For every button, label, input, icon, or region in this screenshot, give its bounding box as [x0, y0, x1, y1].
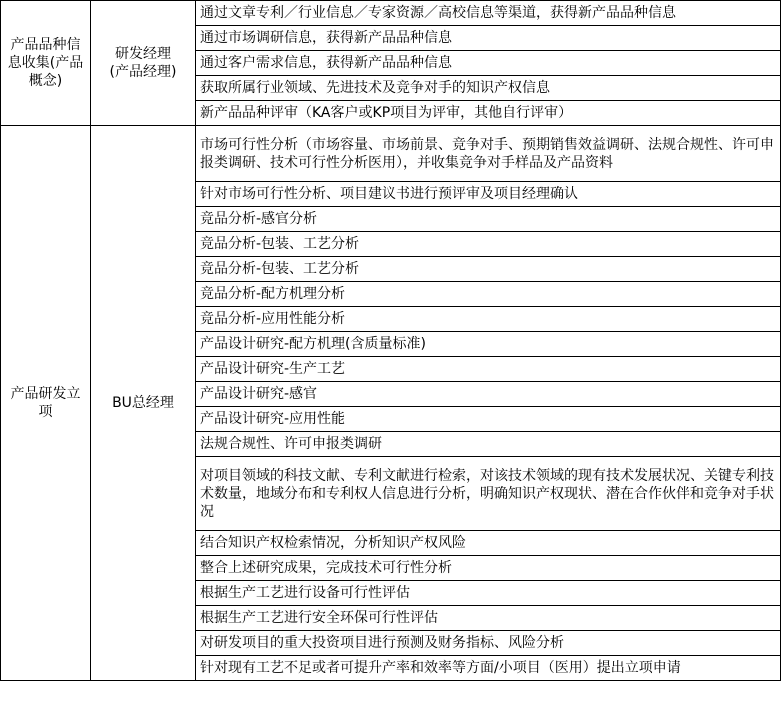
task-cell: 竞品分析-配方机理分析 — [196, 282, 781, 307]
task-cell: 竞品分析-感官分析 — [196, 207, 781, 232]
task-cell: 根据生产工艺进行安全环保可行性评估 — [196, 606, 781, 631]
task-cell: 通过文章专利／行业信息／专家资源／高校信息等渠道，获得新产品品种信息 — [196, 1, 781, 26]
task-cell: 整合上述研究成果，完成技术可行性分析 — [196, 556, 781, 581]
task-cell: 针对现有工艺不足或者可提升产率和效率等方面/小项目（医用）提出立项申请 — [196, 656, 781, 681]
task-cell: 获取所属行业领域、先进技术及竞争对手的知识产权信息 — [196, 76, 781, 101]
task-cell: 新产品品种评审（KA客户或KP项目为评审，其他自行评审） — [196, 101, 781, 126]
task-cell: 市场可行性分析（市场容量、市场前景、竞争对手、预期销售效益调研、法规合规性、许可申报类调研、技术可行性分析医用），并收集竞争对手样品及产品资料 — [196, 126, 781, 182]
category-cell: 产品研发立项 — [1, 126, 91, 681]
task-cell: 产品设计研究-应用性能 — [196, 407, 781, 432]
table-row — [1, 126, 781, 182]
category-cell: 产品品种信息收集(产品概念) — [1, 1, 91, 126]
owner-cell: BU总经理 — [91, 126, 196, 681]
owner-cell: 研发经理 (产品经理) — [91, 1, 196, 126]
task-cell: 根据生产工艺进行设备可行性评估 — [196, 581, 781, 606]
task-cell: 法规合规性、许可申报类调研 — [196, 432, 781, 457]
task-cell: 竞品分析-包装、工艺分析 — [196, 232, 781, 257]
task-cell: 产品设计研究-配方机理(含质量标准) — [196, 332, 781, 357]
task-cell: 产品设计研究-感官 — [196, 382, 781, 407]
task-cell: 针对市场可行性分析、项目建议书进行预评审及项目经理确认 — [196, 182, 781, 207]
task-cell: 通过市场调研信息，获得新产品品种信息 — [196, 26, 781, 51]
task-cell: 竞品分析-包装、工艺分析 — [196, 257, 781, 282]
table-row — [1, 1, 781, 26]
task-cell: 产品设计研究-生产工艺 — [196, 357, 781, 382]
task-cell: 竞品分析-应用性能分析 — [196, 307, 781, 332]
task-cell: 通过客户需求信息，获得新产品品种信息 — [196, 51, 781, 76]
task-cell: 对项目领域的科技文献、专利文献进行检索，对该技术领域的现有技术发展状况、关键专利技术数量，地域分布和专利权人信息进行分析，明确知识产权现状、潜在合作伙伴和竞争对手状况 — [196, 457, 781, 531]
task-cell: 结合知识产权检索情况，分析知识产权风险 — [196, 531, 781, 556]
task-cell: 对研发项目的重大投资项目进行预测及财务指标、风险分析 — [196, 631, 781, 656]
